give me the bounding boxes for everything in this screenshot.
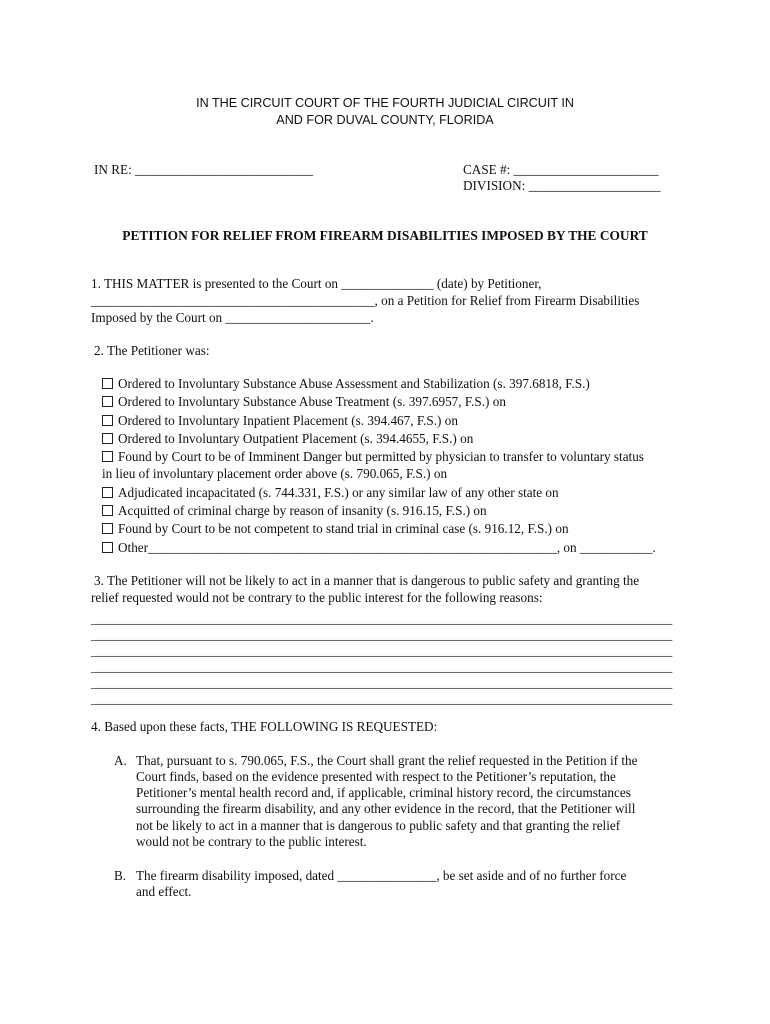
checkbox[interactable] (102, 542, 113, 553)
checkbox[interactable] (102, 451, 113, 462)
reason-line[interactable]: _____________________________________________________________________________________________ (91, 660, 673, 674)
reason-line[interactable]: _____________________________________________________________________________________________ (91, 628, 673, 642)
court-header-line-1: IN THE CIRCUIT COURT OF THE FOURTH JUDICIAL CIRCUIT IN (196, 96, 574, 110)
checkbox-label: Found by Court to be of Imminent Danger but permitted by physician to transfer to voluntary status (118, 449, 644, 464)
checkbox-label: Adjudicated incapacitated (s. 744.331, F.S.) or any similar law of any other state on (118, 485, 559, 500)
checkbox-label: Ordered to Involuntary Outpatient Placement (s. 394.4655, F.S.) on (118, 431, 474, 446)
paragraph-2-heading: 2. The Petitioner was: (94, 343, 210, 358)
paragraph-4-heading: 4. Based upon these facts, THE FOLLOWING IS REQUESTED: (91, 719, 438, 734)
checkbox-label: Ordered to Involuntary Inpatient Placement (s. 394.467, F.S.) on (118, 413, 458, 428)
in-re-field: IN RE: ___________________________ (94, 162, 314, 177)
checkbox[interactable] (102, 433, 113, 444)
court-header-line-2: AND FOR DUVAL COUNTY, FLORIDA (276, 113, 494, 127)
reason-line[interactable]: _____________________________________________________________________________________________ (91, 644, 673, 658)
checkbox-item (102, 449, 644, 465)
checkbox-label: Found by Court to be not competent to stand trial in criminal case (s. 916.12, F.S.) on (118, 521, 569, 536)
checkbox-item-continuation: in lieu of involuntary placement order above (s. 790.065, F.S.) on (102, 466, 448, 481)
checkbox-item (102, 431, 473, 447)
checkbox[interactable] (102, 487, 113, 498)
checkbox-item (102, 521, 569, 537)
paragraph-1-line-1: 1. THIS MATTER is presented to the Court on ______________ (date) by Petitioner, (91, 276, 542, 291)
checkbox-label: Ordered to Involuntary Substance Abuse Treatment (s. 397.6957, F.S.) on (118, 394, 506, 409)
paragraph-1-line-3: Imposed by the Court on ______________________. (91, 310, 374, 325)
item-a-line: That, pursuant to s. 790.065, F.S., the Court shall grant the relief requested in the Petition if the (136, 753, 638, 768)
item-a-line: would not be contrary to the public interest. (136, 834, 367, 849)
checkbox[interactable] (102, 415, 113, 426)
checkbox-item (102, 376, 590, 392)
reason-line[interactable]: _____________________________________________________________________________________________ (91, 676, 673, 690)
checkbox[interactable] (102, 505, 113, 516)
item-a-line: not be likely to act in a manner that is dangerous to public safety and that granting the relief (136, 818, 621, 833)
paragraph-3-line-2: relief requested would not be contrary to the public interest for the following reasons: (91, 590, 543, 605)
item-b-marker: B. (114, 868, 127, 883)
item-a-line: surrounding the firearm disability, and any other evidence in the record, that the Petitioner will (136, 801, 636, 816)
checkbox-label: Ordered to Involuntary Substance Abuse Assessment and Stabilization (s. 397.6818, F.S.) (118, 376, 590, 391)
checkbox-item (102, 540, 656, 556)
checkbox-item (102, 485, 559, 501)
case-number-field: CASE #: ______________________ (463, 162, 659, 177)
reason-line[interactable]: _____________________________________________________________________________________________ (91, 612, 673, 626)
item-a-line: Petitioner’s mental health record and, if applicable, criminal history record, the circumstances (136, 785, 631, 800)
reason-line[interactable]: _____________________________________________________________________________________________ (91, 692, 673, 706)
item-b-line: The firearm disability imposed, dated _______________, be set aside and of no further force (136, 868, 627, 883)
document-title: PETITION FOR RELIEF FROM FIREARM DISABILITIES IMPOSED BY THE COURT (122, 228, 648, 243)
checkbox-item (102, 503, 487, 519)
item-a-marker: A. (114, 753, 127, 768)
checkbox-item (102, 394, 506, 410)
checkbox-label: Acquitted of criminal charge by reason of insanity (s. 916.15, F.S.) on (118, 503, 487, 518)
checkbox-label: Other______________________________________________________________, on ___________. (118, 540, 656, 555)
paragraph-1-line-2: ___________________________________________, on a Petition for Relief from Firearm Disabilities (91, 293, 640, 308)
checkbox[interactable] (102, 396, 113, 407)
item-b-line: and effect. (136, 884, 192, 899)
item-a-line: Court finds, based on the evidence presented with respect to the Petitioner’s reputation, the (136, 769, 616, 784)
division-field: DIVISION: ____________________ (463, 178, 661, 193)
checkbox[interactable] (102, 523, 113, 534)
checkbox[interactable] (102, 378, 113, 389)
paragraph-3-line-1: 3. The Petitioner will not be likely to act in a manner that is dangerous to public safety and granting the (94, 573, 640, 588)
checkbox-item (102, 413, 458, 429)
